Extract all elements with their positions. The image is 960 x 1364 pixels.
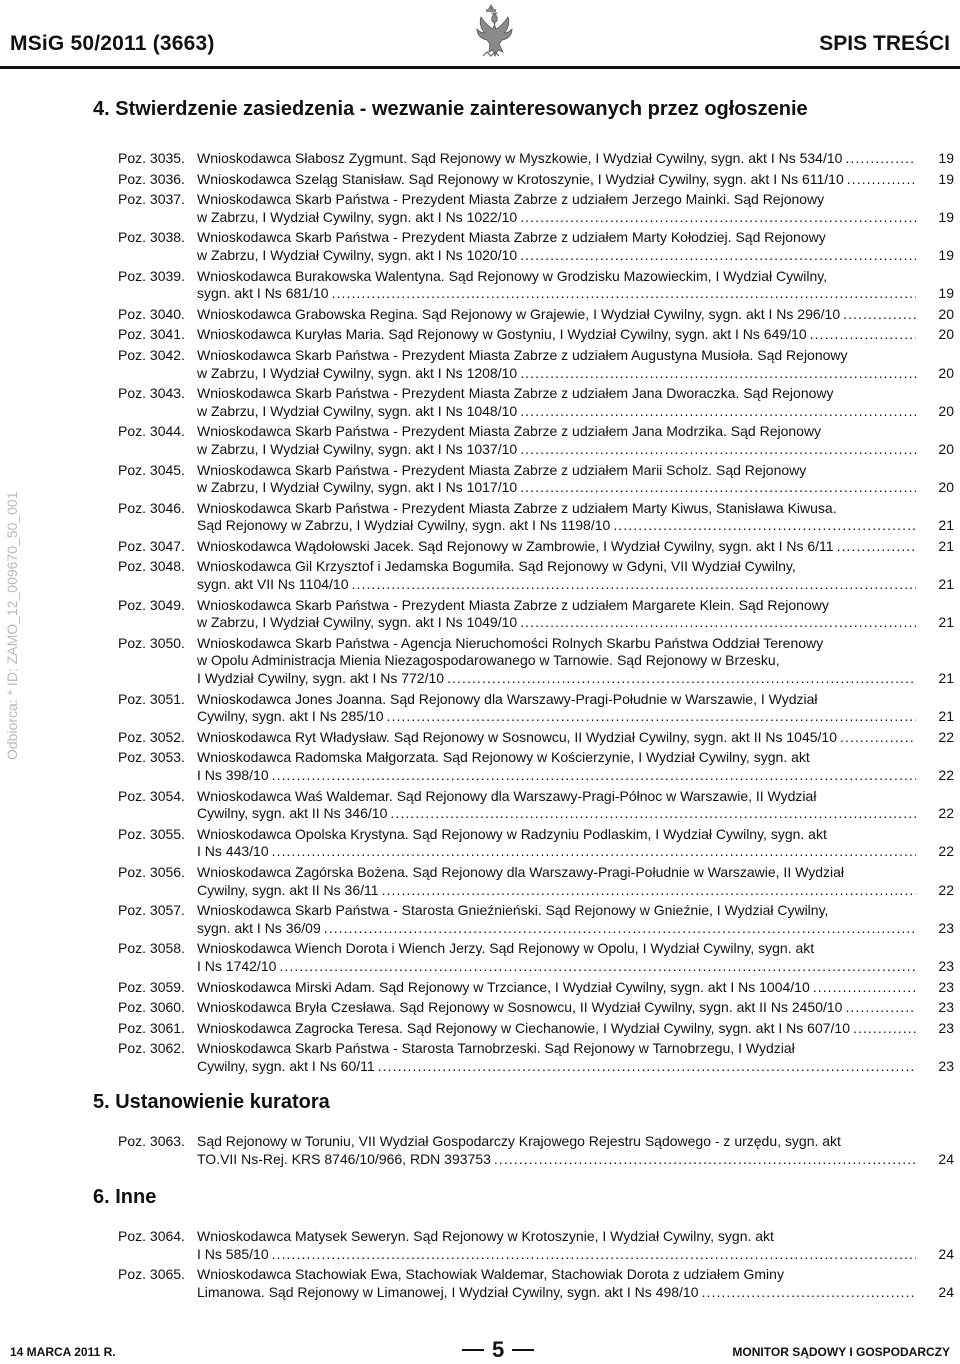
entry-text-line: Wnioskodawca Skarb Państwa - Prezydent Miasta Zabrze z udziałem Marty Kołodziej. Sąd Rejonowy — [197, 229, 826, 246]
toc-entry[interactable] — [118, 268, 954, 303]
entry-text-line: Wnioskodawca Skarb Państwa - Prezydent Miasta Zabrze z udziałem Marii Scholz. Sąd Rejonowy — [197, 461, 807, 478]
dot-leader — [520, 365, 916, 383]
entry-text-line: w Opolu Administracja Mienia Niezagospodarowanego w Tarnowie. Sąd Rejonowy w Brzesku, — [197, 652, 780, 669]
entry-number: Poz. 3040. — [118, 305, 185, 322]
entry-text-line — [197, 538, 916, 556]
entry-text-line — [197, 517, 916, 535]
header-rule — [0, 66, 960, 69]
entry-text: Cywilny, sygn. akt II Ns 346/10 — [197, 805, 388, 822]
entry-text: w Zabrzu, I Wydział Cywilny, sygn. akt I Ns 1020/10 — [197, 246, 518, 263]
entry-text-line: Wnioskodawca Jones Joanna. Sąd Rejonowy dla Warszawy-Pragi-Południe w Warszawie, I Wydział — [197, 690, 818, 707]
toc-entry[interactable] — [118, 1228, 954, 1263]
entry-text-line: Wnioskodawca Skarb Państwa - Prezydent Miasta Zabrze z udziałem Jana Modrzika. Sąd Rejonowy — [197, 423, 822, 440]
entry-page-number: 19 — [938, 170, 954, 187]
entry-text: Wnioskodawca Szeląg Stanisław. Sąd Rejonowy w Krotoszynie, I Wydział Cywilny, sygn. akt I Ns 611/10 — [197, 170, 844, 187]
entry-text: Wnioskodawca Grabowska Regina. Sąd Rejonowy w Grajewie, I Wydział Cywilny, sygn. akt I Ns 296/10 — [197, 305, 841, 322]
dot-leader — [613, 517, 916, 535]
entry-text: w Zabrzu, I Wydział Cywilny, sygn. akt I Ns 1017/10 — [197, 479, 518, 496]
entry-page-number: 23 — [938, 957, 954, 974]
entry-text-line — [197, 843, 916, 861]
entry-page-number: 19 — [938, 150, 954, 166]
toc-entry[interactable] — [118, 826, 954, 861]
dot-leader — [845, 150, 916, 168]
entry-page-number: 21 — [938, 537, 954, 554]
entry-number: Poz. 3038. — [118, 229, 185, 246]
dot-leader — [520, 479, 916, 497]
entry-text: Wnioskodawca Ryt Władysław. Sąd Rejonowy w Sosnowcu, II Wydział Cywilny, sygn. akt II Ns 1045/10 — [197, 728, 837, 745]
entry-number: Poz. 3059. — [118, 978, 185, 995]
issue-label: MSiG 50/2011 (3663) — [10, 32, 215, 55]
entry-number: Poz. 3052. — [118, 728, 185, 745]
toc-entry[interactable] — [118, 749, 954, 784]
entry-number: Poz. 3039. — [118, 267, 185, 284]
dot-leader — [352, 576, 917, 594]
publication-name: MONITOR SĄDOWY I GOSPODARCZY — [732, 1345, 950, 1359]
entry-page-number: 21 — [938, 670, 954, 687]
entry-text: Sąd Rejonowy w Zabrzu, I Wydział Cywilny, sygn. akt I Ns 1198/10 — [197, 517, 611, 534]
entry-page-number: 20 — [938, 326, 954, 343]
entry-text: I Ns 1742/10 — [197, 957, 277, 974]
entry-number: Poz. 3036. — [118, 170, 185, 187]
toc-entry[interactable] — [118, 500, 954, 535]
entry-page-number: 22 — [938, 843, 954, 860]
entry-number: Poz. 3065. — [118, 1266, 185, 1283]
entry-text: Wnioskodawca Wądołowski Jacek. Sąd Rejonowy w Zambrowie, I Wydział Cywilny, sygn. akt I Ns 6/11 — [197, 537, 834, 554]
toc-entry[interactable] — [118, 1020, 954, 1038]
page-number — [462, 1337, 534, 1363]
toc-entry[interactable] — [118, 788, 954, 823]
dot-leader — [847, 171, 916, 189]
entry-text-line — [197, 247, 916, 265]
entry-page-number: 20 — [938, 305, 954, 322]
entry-text-line: Wnioskodawca Skarb Państwa - Prezydent Miasta Zabrze z udziałem Jana Dworaczka. Sąd Rejonowy — [197, 385, 834, 402]
page-number-rule-left — [462, 1349, 484, 1351]
entry-text-line — [197, 767, 916, 785]
toc-entry[interactable] — [118, 902, 954, 937]
dot-leader — [382, 882, 916, 900]
dot-leader — [494, 1151, 916, 1169]
entry-text: w Zabrzu, I Wydział Cywilny, sygn. akt I Ns 1048/10 — [197, 402, 518, 419]
entry-text: w Zabrzu, I Wydział Cywilny, sygn. akt I Ns 1022/10 — [197, 208, 518, 225]
entry-number: Poz. 3051. — [118, 690, 185, 707]
entry-page-number: 20 — [938, 402, 954, 419]
dot-leader — [520, 247, 916, 265]
entry-page-number: 22 — [938, 805, 954, 822]
page-number-value: 5 — [492, 1337, 505, 1362]
toc-entry[interactable] — [118, 729, 954, 747]
entry-text-line: Wnioskodawca Skarb Państwa - Prezydent Miasta Zabrze z udziałem Marty Kiwus, Stanisława Kiwusa. — [197, 499, 837, 516]
section-4-title: 4. Stwierdzenie zasiedzenia - wezwanie zainteresowanych przez ogłoszenie — [93, 98, 808, 120]
section-6-title: 6. Inne — [93, 1186, 157, 1208]
toc-entry[interactable] — [118, 385, 954, 420]
dot-leader — [843, 306, 916, 324]
page-number-rule-right — [512, 1349, 534, 1351]
dot-leader — [390, 805, 916, 823]
eagle-emblem-icon — [469, 2, 513, 64]
entry-text: Cywilny, sygn. akt I Ns 60/11 — [197, 1057, 375, 1074]
toc-entry[interactable] — [118, 558, 954, 593]
entry-page-number: 23 — [938, 978, 954, 995]
entry-number: Poz. 3042. — [118, 346, 185, 363]
entry-number: Poz. 3047. — [118, 537, 185, 554]
entry-page-number: 23 — [938, 1019, 954, 1036]
entry-number: Poz. 3037. — [118, 191, 185, 208]
dot-leader — [520, 614, 916, 632]
entry-text-line — [197, 576, 916, 594]
entry-page-number: 20 — [938, 364, 954, 381]
table-of-contents-label: SPIS TREŚCI — [819, 32, 950, 55]
toc-entry[interactable] — [118, 326, 954, 344]
entry-text-line — [197, 1246, 916, 1264]
entry-text-line: Wnioskodawca Matysek Seweryn. Sąd Rejonowy w Krotoszynie, I Wydział Cywilny, sygn. akt — [197, 1228, 774, 1244]
entry-text-line — [197, 479, 916, 497]
entry-text: Wnioskodawca Bryła Czesława. Sąd Rejonowy w Sosnowcu, II Wydział Cywilny, sygn. akt II Ns 2450/10 — [197, 999, 843, 1016]
entry-text: Wnioskodawca Mirski Adam. Sąd Rejonowy w Trzciance, I Wydział Cywilny, sygn. akt I Ns 1004/10 — [197, 978, 810, 995]
dot-leader — [702, 1284, 917, 1302]
entry-text-line: Wnioskodawca Skarb Państwa - Prezydent Miasta Zabrze z udziałem Margarete Klein. Sąd Rejonowy — [197, 596, 829, 613]
dot-leader — [386, 708, 916, 726]
entry-text: Limanowa. Sąd Rejonowy w Limanowej, I Wydział Cywilny, sygn. akt I Ns 498/10 — [197, 1283, 699, 1300]
entry-number: Poz. 3043. — [118, 385, 185, 402]
entry-page-number: 21 — [938, 708, 954, 725]
entry-text-line: Wnioskodawca Skarb Państwa - Prezydent Miasta Zabrze z udziałem Jerzego Mainki. Sąd Rejonowy — [197, 191, 825, 208]
entry-page-number: 24 — [938, 1283, 954, 1300]
entry-number: Poz. 3044. — [118, 423, 185, 440]
section-4-entries — [118, 150, 954, 1076]
dot-leader — [840, 729, 916, 747]
section-5-entries — [118, 1133, 954, 1168]
entry-number: Poz. 3046. — [118, 499, 185, 516]
issue-date: 14 MARCA 2011 R. — [10, 1345, 116, 1359]
entry-text-line — [197, 670, 916, 688]
entry-text-line — [197, 1151, 916, 1169]
entry-number: Poz. 3041. — [118, 326, 185, 343]
entry-text-line — [197, 326, 916, 344]
section-6-entries — [118, 1228, 954, 1301]
entry-text-line: Wnioskodawca Waś Waldemar. Sąd Rejonowy dla Warszawy-Pragi-Północ w Warszawie, II Wydział — [197, 787, 817, 804]
entry-text-line — [197, 365, 916, 383]
entry-text-line — [197, 729, 916, 747]
entry-number: Poz. 3061. — [118, 1019, 185, 1036]
entry-text-line — [197, 958, 916, 976]
section-5-title: 5. Ustanowienie kuratora — [93, 1091, 330, 1113]
toc-entry[interactable] — [118, 635, 954, 688]
dot-leader — [447, 670, 916, 688]
toc-entry[interactable] — [118, 462, 954, 497]
entry-text-line: Wnioskodawca Burakowska Walentyna. Sąd Rejonowy w Grodzisku Mazowieckim, I Wydział Cywilny, — [197, 267, 828, 284]
dot-leader — [272, 767, 916, 785]
page-header — [0, 0, 960, 86]
toc-entry[interactable] — [118, 423, 954, 458]
toc-entry[interactable] — [118, 306, 954, 324]
entry-number: Poz. 3056. — [118, 863, 185, 880]
entry-text: I Ns 398/10 — [197, 767, 269, 783]
entry-number: Poz. 3050. — [118, 634, 185, 651]
entry-text: w Zabrzu, I Wydział Cywilny, sygn. akt I Ns 1208/10 — [197, 364, 518, 381]
dot-leader — [810, 326, 916, 344]
entry-text-line — [197, 1058, 916, 1076]
entry-text-line — [197, 306, 916, 324]
entry-text-line: Wnioskodawca Zagórska Bożena. Sąd Rejonowy dla Warszawy-Pragi-Południe w Warszawie, II Wydział — [197, 863, 844, 880]
entry-text-line — [197, 171, 916, 189]
entry-text-line — [197, 285, 916, 303]
dot-leader — [272, 1246, 916, 1264]
entry-page-number: 23 — [938, 1057, 954, 1074]
toc-entry[interactable] — [118, 999, 954, 1017]
entry-text-line — [197, 441, 916, 459]
entry-text: sygn. akt I Ns 36/09 — [197, 919, 321, 936]
entry-page-number: 24 — [938, 1245, 954, 1262]
entry-page-number: 23 — [938, 919, 954, 936]
entry-text-line: Wnioskodawca Opolska Krystyna. Sąd Rejonowy w Radzyniu Podlaskim, I Wydział Cywilny, sygn. akt — [197, 825, 827, 842]
entry-text-line — [197, 403, 916, 421]
entry-text-line: Wnioskodawca Skarb Państwa - Starosta Gnieźnieński. Sąd Rejonowy w Gnieźnie, I Wydział Cywilny, — [197, 902, 829, 919]
entry-text-line — [197, 708, 916, 726]
entry-text-line — [197, 1020, 916, 1038]
entry-text: I Ns 443/10 — [197, 843, 269, 860]
entry-text-line — [197, 979, 916, 997]
entry-page-number: 21 — [938, 576, 954, 593]
toc-entry[interactable] — [118, 1040, 954, 1075]
entry-text-line: Sąd Rejonowy w Toruniu, VII Wydział Gospodarczy Krajowego Rejestru Sądowego - z urzędu, sygn. akt — [197, 1133, 841, 1149]
entry-text-line: Wnioskodawca Gil Krzysztof i Jedamska Bogumiła. Sąd Rejonowy w Gdyni, VII Wydział Cywilny, — [197, 558, 796, 575]
toc-entry[interactable] — [118, 171, 954, 189]
entry-text-line — [197, 209, 916, 227]
entry-text: TO.VII Ns-Rej. KRS 8746/10/966, RDN 393753 — [197, 1150, 491, 1167]
entry-text-line: Wnioskodawca Skarb Państwa - Prezydent Miasta Zabrze z udziałem Augustyna Musioła. Sąd Rejonowy — [197, 346, 848, 363]
toc-entry[interactable] — [118, 864, 954, 899]
entry-page-number: 19 — [938, 246, 954, 263]
dot-leader — [324, 920, 916, 938]
dot-leader — [845, 999, 916, 1017]
dot-leader — [332, 285, 916, 303]
entry-text: Wnioskodawca Zagrocka Teresa. Sąd Rejonowy w Ciechanowie, I Wydział Cywilny, sygn. akt I Ns 607/10 — [197, 1019, 850, 1036]
entry-text: sygn. akt VII Ns 1104/10 — [197, 576, 349, 593]
toc-entry[interactable] — [118, 979, 954, 997]
entry-number: Poz. 3053. — [118, 749, 185, 766]
entry-number: Poz. 3062. — [118, 1040, 185, 1057]
toc-entry[interactable] — [118, 538, 954, 556]
entry-page-number: 24 — [938, 1150, 954, 1167]
entry-text: Wnioskodawca Kuryłas Maria. Sąd Rejonowy w Gostyniu, I Wydział Cywilny, sygn. akt I Ns 649/10 — [197, 326, 807, 343]
entry-text: Cywilny, sygn. akt II Ns 36/11 — [197, 881, 379, 898]
entry-text-line: Wnioskodawca Stachowiak Ewa, Stachowiak Waldemar, Stachowiak Dorota z udziałem Gminy — [197, 1266, 784, 1283]
entry-text-line — [197, 1284, 916, 1302]
entry-text: sygn. akt I Ns 681/10 — [197, 285, 329, 302]
entry-text-line — [197, 150, 916, 168]
toc-entry[interactable] — [118, 940, 954, 975]
entry-text-line — [197, 805, 916, 823]
entry-page-number: 22 — [938, 767, 954, 783]
toc-entry[interactable] — [118, 691, 954, 726]
entry-number: Poz. 3057. — [118, 902, 185, 919]
toc-entry[interactable] — [118, 191, 954, 226]
entry-text: I Ns 585/10 — [197, 1245, 269, 1262]
entry-text-line: Wnioskodawca Skarb Państwa - Agencja Nieruchomości Rolnych Skarbu Państwa Oddział Terenowy — [197, 634, 824, 651]
entry-number: Poz. 3054. — [118, 787, 185, 804]
entry-page-number: 20 — [938, 440, 954, 457]
toc-entry[interactable] — [118, 347, 954, 382]
entry-text: w Zabrzu, I Wydział Cywilny, sygn. akt I Ns 1037/10 — [197, 440, 518, 457]
entry-number: Poz. 3060. — [118, 999, 185, 1016]
entry-page-number: 22 — [938, 881, 954, 898]
entry-number: Poz. 3048. — [118, 558, 185, 575]
entry-page-number: 19 — [938, 285, 954, 302]
entry-text-line: Wnioskodawca Radomska Małgorzata. Sąd Rejonowy w Kościerzynie, I Wydział Cywilny, sygn. akt — [197, 749, 810, 766]
entry-number: Poz. 3055. — [118, 825, 185, 842]
dot-leader — [813, 979, 916, 997]
entry-text: w Zabrzu, I Wydział Cywilny, sygn. akt I Ns 1049/10 — [197, 614, 518, 631]
entry-page-number: 21 — [938, 517, 954, 534]
dot-leader — [520, 441, 916, 459]
dot-leader — [520, 403, 916, 421]
entry-page-number: 19 — [938, 208, 954, 225]
dot-leader — [279, 958, 916, 976]
entry-page-number: 22 — [938, 728, 954, 745]
entry-page-number: 20 — [938, 479, 954, 496]
dot-leader — [837, 538, 916, 556]
entry-number: Poz. 3035. — [118, 150, 185, 166]
entry-number: Poz. 3058. — [118, 940, 185, 957]
entry-text-line: Wnioskodawca Wiench Dorota i Wiench Jerzy. Sąd Rejonowy w Opolu, I Wydział Cywilny, sygn. akt — [197, 940, 815, 957]
entry-number: Poz. 3045. — [118, 461, 185, 478]
entry-text-line — [197, 999, 916, 1017]
entry-text: Cywilny, sygn. akt I Ns 285/10 — [197, 708, 384, 725]
entry-text-line — [197, 920, 916, 938]
dot-leader — [378, 1058, 916, 1076]
toc-entry[interactable] — [118, 1266, 954, 1301]
entry-text-line — [197, 882, 916, 900]
entry-text-line: Wnioskodawca Skarb Państwa - Starosta Tarnobrzeski. Sąd Rejonowy w Tarnobrzegu, I Wydział — [197, 1040, 795, 1057]
dot-leader — [272, 843, 916, 861]
entry-page-number: 23 — [938, 999, 954, 1016]
dot-leader — [520, 209, 916, 227]
entry-number: Poz. 3049. — [118, 596, 185, 613]
entry-page-number: 21 — [938, 614, 954, 631]
toc-entry[interactable] — [118, 597, 954, 632]
entry-text: I Wydział Cywilny, sygn. akt I Ns 772/10 — [197, 670, 445, 687]
entry-number: Poz. 3063. — [118, 1133, 185, 1149]
entry-text: Wnioskodawca Słabosz Zygmunt. Sąd Rejonowy w Myszkowie, I Wydział Cywilny, sygn. akt I Ns 534/10 — [197, 150, 843, 166]
entry-text-line — [197, 614, 916, 632]
dot-leader — [853, 1020, 916, 1038]
recipient-watermark: Odbiorca: * ID: ZAMO_12_009670_50_001 — [4, 491, 20, 760]
toc-entry[interactable] — [118, 229, 954, 264]
toc-entry[interactable] — [118, 150, 954, 168]
toc-entry[interactable] — [118, 1133, 954, 1168]
entry-number: Poz. 3064. — [118, 1228, 185, 1244]
